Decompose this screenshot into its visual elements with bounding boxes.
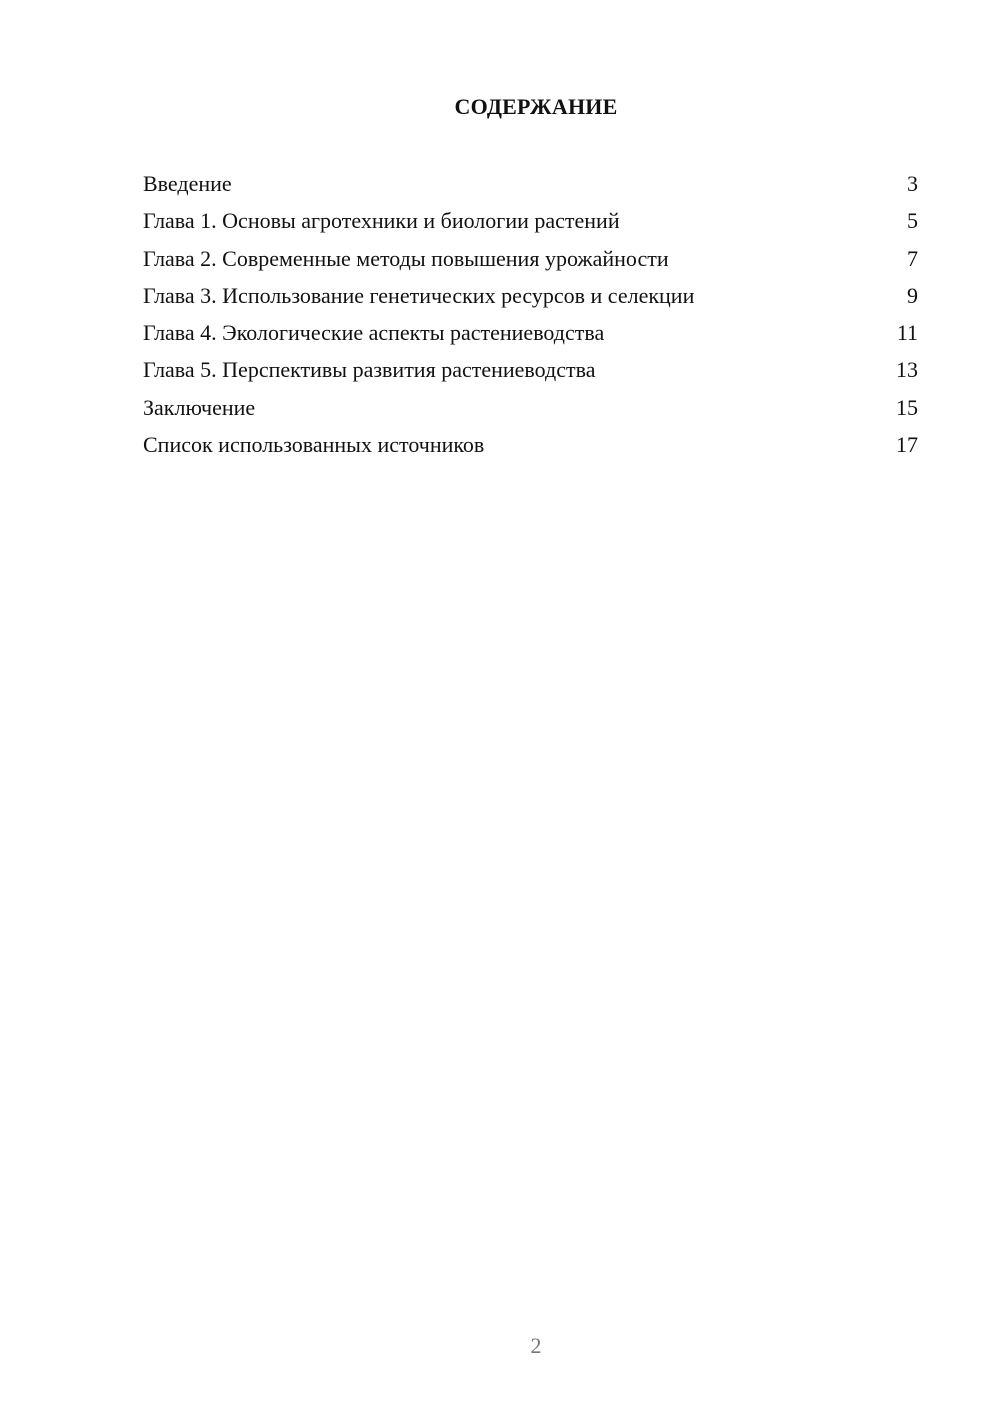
toc-entry-page: 3: [907, 171, 918, 196]
toc-entry-page: 13: [896, 357, 918, 383]
table-of-contents: [143, 169, 918, 467]
toc-entry-page: 11: [896, 320, 918, 346]
toc-entry-title: Глава 5. Перспективы развития растениеводства: [143, 357, 596, 383]
toc-entry-chapter-2: [143, 244, 918, 281]
toc-entry-chapter-1: [143, 206, 918, 243]
toc-entry-chapter-5: [143, 355, 918, 392]
toc-entry-title: Глава 3. Использование генетических ресурсов и селекции: [143, 282, 695, 308]
toc-heading: СОДЕРЖАНИЕ: [454, 94, 618, 119]
toc-entry-title: Заключение: [143, 394, 256, 420]
toc-entry-page: 17: [896, 432, 918, 458]
toc-entry-page: 7: [907, 245, 918, 271]
toc-entry-references: [143, 430, 918, 467]
toc-entry-page: 9: [907, 282, 918, 308]
toc-entry-page: 5: [907, 208, 918, 234]
toc-entry-page: 15: [896, 394, 918, 420]
toc-entry-title: Глава 4. Экологические аспекты растениеводства: [143, 320, 605, 346]
toc-entry-chapter-4: [143, 318, 918, 355]
toc-entry-conclusion: [143, 393, 918, 430]
toc-entry-title: Список использованных источников: [143, 432, 485, 458]
toc-entry-introduction: [143, 169, 918, 206]
toc-entry-title: Глава 2. Современные методы повышения урожайности: [143, 245, 669, 271]
toc-entry-chapter-3: [143, 281, 918, 318]
toc-entry-title: Введение: [143, 171, 232, 196]
toc-entry-title: Глава 1. Основы агротехники и биологии растений: [143, 208, 620, 234]
page-number: 2: [530, 1333, 542, 1358]
